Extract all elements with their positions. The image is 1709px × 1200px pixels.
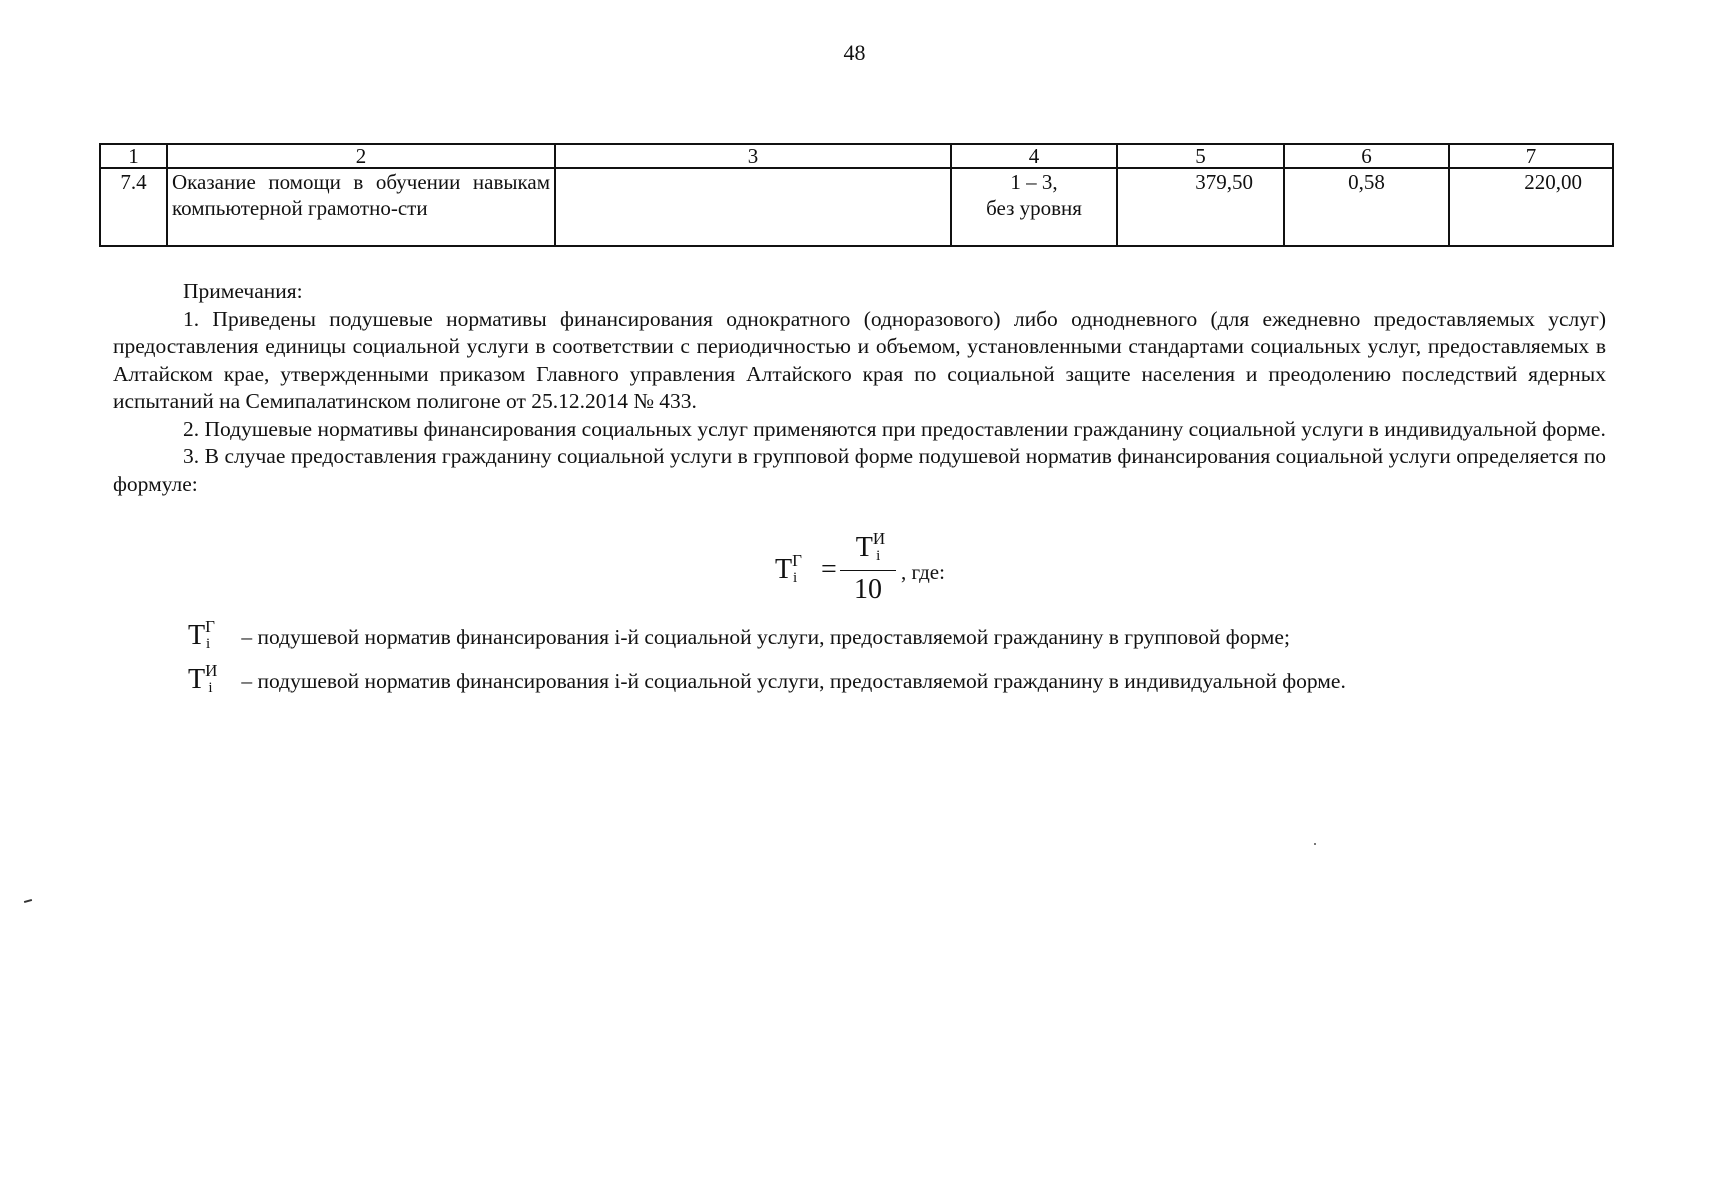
formula-denominator: 10 [854, 574, 882, 605]
fraction-bar [840, 570, 896, 571]
definition-text: – подушевой норматив финансирования i-й социальной услуги, предоставляемой гражданину в групповой форме; [241, 625, 1290, 649]
cell-col4 [951, 168, 1117, 246]
definition-text: – подушевой норматив финансирования i-й социальной услуги, предоставляемой гражданину в индивидуальной форме. [241, 669, 1346, 693]
header-cell: 1 [100, 144, 167, 168]
header-cell: 2 [167, 144, 555, 168]
formula-tail: , где: [901, 560, 945, 584]
definition-individual [188, 661, 1346, 696]
def-symbol-sub: i [205, 636, 211, 652]
service-name: Оказание помощи в обучении навыкам компьютерной грамотно-сти [167, 168, 555, 246]
def-symbol-sup: И [205, 661, 218, 680]
cell-col5: 379,50 [1117, 168, 1284, 246]
formula-numerator [840, 529, 896, 564]
cell-col3 [555, 168, 951, 246]
notes-title: Примечания: [183, 279, 303, 303]
formula-lhs-symbol: T [775, 554, 793, 585]
row-number: 7.4 [100, 168, 167, 246]
cell-col6: 0,58 [1284, 168, 1449, 246]
definition-group [188, 617, 1290, 652]
formula-num-symbol: T [855, 532, 873, 563]
def-symbol-sup: Г [205, 617, 215, 636]
scan-speck [24, 899, 32, 903]
notes-section [113, 278, 1606, 498]
scan-speck [1314, 843, 1316, 845]
header-cell: 4 [951, 144, 1117, 168]
formula-lhs-sup: Г [792, 551, 802, 570]
note-item-3: 3. В случае предоставления гражданину социальной услуги в групповой форме подушевой норматив финансирования социальной услуги определяется по формуле: [113, 444, 1606, 496]
header-cell: 7 [1449, 144, 1613, 168]
formula-num-sub: i [876, 548, 881, 564]
def-symbol-letter: T [188, 664, 206, 695]
cell-col7: 220,00 [1449, 168, 1613, 246]
header-cell: 3 [555, 144, 951, 168]
table-header-row [100, 144, 1613, 168]
page-number: 48 [843, 40, 866, 65]
services-table [99, 143, 1614, 247]
table-row [100, 168, 1613, 246]
def-symbol-sub: i [208, 680, 213, 696]
definition-symbol [188, 661, 236, 696]
formula-num-sup: И [872, 529, 886, 548]
header-cell: 5 [1117, 144, 1284, 168]
def-symbol-letter: T [188, 620, 206, 651]
definition-symbol [188, 617, 236, 652]
header-cell: 6 [1284, 144, 1449, 168]
cell-col4-line2: без уровня [986, 196, 1082, 220]
formula-lhs-sub: i [792, 570, 798, 586]
formula-lhs [775, 551, 802, 586]
formula-equals: = [821, 554, 837, 585]
note-item-2: 2. Подушевые нормативы финансирования социальных услуг применяются при предоставлении гражданину социальной услуги в индивидуальной форме. [183, 416, 1606, 441]
note-item-1: 1. Приведены подушевые нормативы финансирования однократного (одноразового) либо однодневного (для ежедневно предоставляемых услуг) предоставления единицы социальной услуги в соответствии с периодичностью и объемом, установленными стандартами социальных услуг, предоставляемых в Алтайском крае, утвержденными приказом Главного управления Алтайского края по социальной защите населения и преодолению последствий ядерных испытаний на Семипалатинском полигоне от 25.12.2014 № 433. [113, 306, 1606, 413]
cell-col4-line1: 1 – 3, [1010, 170, 1058, 194]
